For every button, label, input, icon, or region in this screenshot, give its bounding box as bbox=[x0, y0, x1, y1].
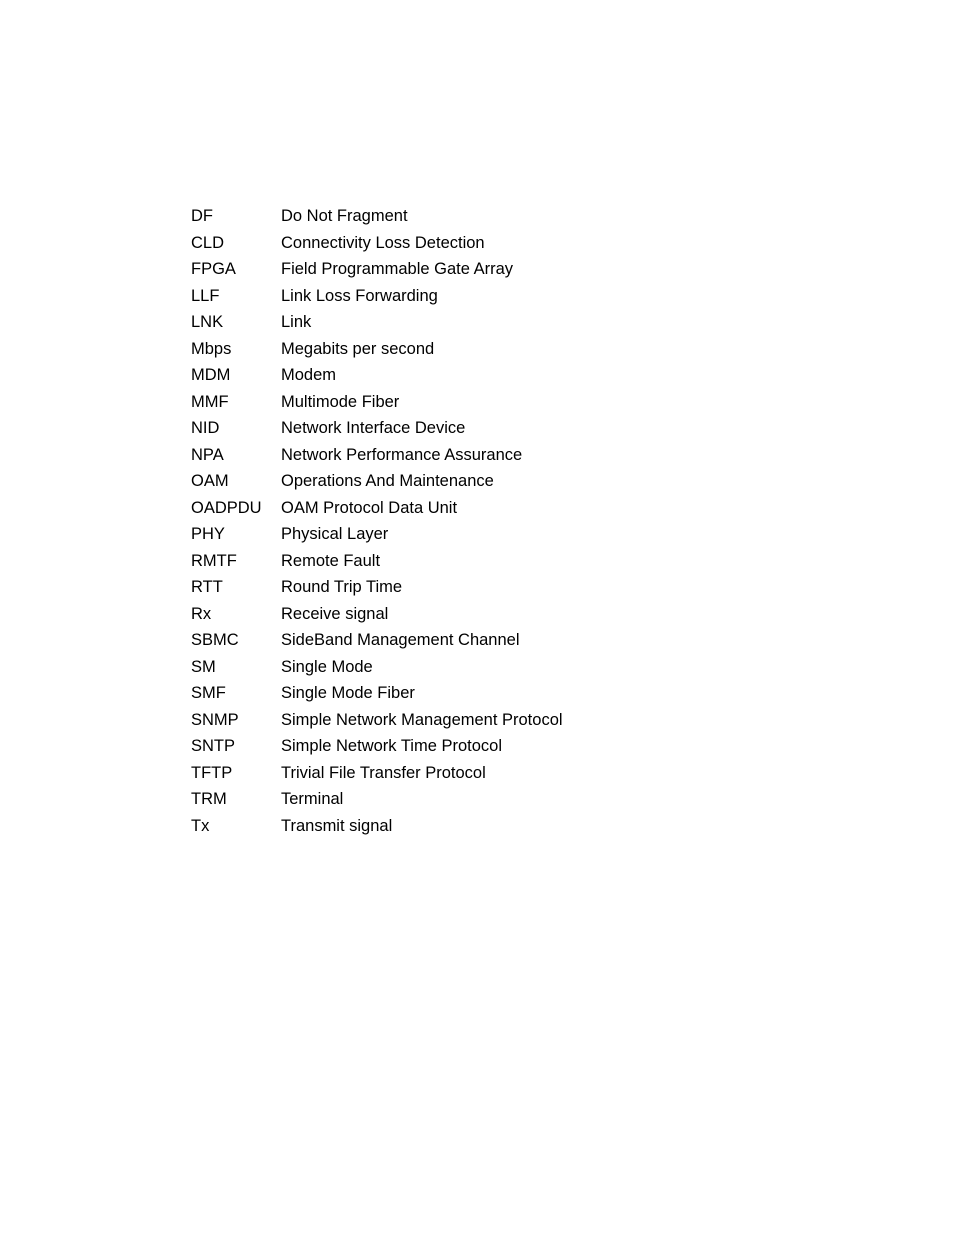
glossary-row bbox=[191, 415, 711, 442]
glossary-row bbox=[191, 760, 711, 787]
glossary-definition: Terminal bbox=[281, 790, 344, 808]
glossary-row bbox=[191, 283, 711, 310]
glossary-definition: Receive signal bbox=[281, 604, 389, 623]
glossary-definition: Remote Fault bbox=[281, 551, 381, 570]
glossary-abbreviation: TRM bbox=[191, 790, 227, 808]
glossary-abbreviation: SM bbox=[191, 657, 216, 676]
glossary-abbreviation: TFTP bbox=[191, 763, 233, 782]
glossary-definition: Simple Network Management Protocol bbox=[281, 710, 563, 729]
glossary-definition: SideBand Management Channel bbox=[281, 631, 520, 649]
glossary-definition: Round Trip Time bbox=[281, 578, 403, 596]
glossary-abbreviation: SNTP bbox=[191, 737, 236, 755]
glossary-row bbox=[191, 389, 711, 416]
glossary-definition: Network Interface Device bbox=[281, 419, 466, 437]
glossary-abbreviation: RMTF bbox=[191, 551, 237, 570]
glossary-abbreviation: NID bbox=[191, 419, 220, 437]
glossary-abbreviation: Mbps bbox=[191, 339, 232, 358]
glossary-row bbox=[191, 442, 711, 469]
glossary-row bbox=[191, 309, 711, 336]
glossary-row bbox=[191, 574, 711, 601]
glossary-row bbox=[191, 733, 711, 760]
glossary-definition: OAM Protocol Data Unit bbox=[281, 498, 458, 517]
glossary-abbreviation: MMF bbox=[191, 392, 229, 411]
glossary-definition: Transmit signal bbox=[281, 816, 393, 835]
glossary-abbreviation: LNK bbox=[191, 313, 224, 331]
glossary-definition: Field Programmable Gate Array bbox=[281, 260, 514, 278]
glossary-abbreviation: FPGA bbox=[191, 260, 236, 278]
glossary-abbreviation: RTT bbox=[191, 578, 223, 596]
glossary-abbreviation: DF bbox=[191, 207, 213, 225]
glossary-definition: Link Loss Forwarding bbox=[281, 286, 438, 305]
glossary-abbreviation: SMF bbox=[191, 684, 226, 702]
glossary-abbreviation: Rx bbox=[191, 604, 212, 623]
glossary-row bbox=[191, 230, 711, 257]
glossary-abbreviation: Tx bbox=[191, 816, 210, 835]
glossary-row bbox=[191, 680, 711, 707]
glossary-list bbox=[191, 203, 711, 839]
glossary-row bbox=[191, 336, 711, 363]
glossary-definition: Simple Network Time Protocol bbox=[281, 737, 502, 755]
glossary-row bbox=[191, 813, 711, 840]
glossary-abbreviation: OAM bbox=[191, 472, 229, 490]
glossary-row bbox=[191, 362, 711, 389]
glossary-row bbox=[191, 495, 711, 522]
glossary-definition: Do Not Fragment bbox=[281, 207, 408, 225]
glossary-row bbox=[191, 521, 711, 548]
glossary-definition: Single Mode Fiber bbox=[281, 684, 415, 702]
glossary-definition: Physical Layer bbox=[281, 525, 389, 543]
glossary-definition: Operations And Maintenance bbox=[281, 472, 494, 490]
glossary-abbreviation: SBMC bbox=[191, 631, 239, 649]
glossary-row bbox=[191, 256, 711, 283]
glossary-abbreviation: NPA bbox=[191, 445, 224, 464]
glossary-abbreviation: CLD bbox=[191, 233, 225, 252]
glossary-definition: Single Mode bbox=[281, 657, 373, 676]
glossary-row bbox=[191, 601, 711, 628]
glossary-abbreviation: PHY bbox=[191, 525, 225, 543]
glossary-definition: Megabits per second bbox=[281, 339, 435, 358]
glossary-row bbox=[191, 627, 711, 654]
glossary-definition: Modem bbox=[281, 366, 337, 384]
glossary-definition: Connectivity Loss Detection bbox=[281, 233, 485, 252]
glossary-abbreviation: OADPDU bbox=[191, 498, 262, 517]
glossary-definition: Multimode Fiber bbox=[281, 392, 400, 411]
glossary-definition: Network Performance Assurance bbox=[281, 445, 523, 464]
glossary-definition: Trivial File Transfer Protocol bbox=[281, 763, 486, 782]
glossary-row bbox=[191, 548, 711, 575]
glossary-row bbox=[191, 707, 711, 734]
glossary-abbreviation: MDM bbox=[191, 366, 231, 384]
glossary-row bbox=[191, 786, 711, 813]
glossary-row bbox=[191, 468, 711, 495]
glossary-row bbox=[191, 203, 711, 230]
glossary-row bbox=[191, 654, 711, 681]
glossary-abbreviation: LLF bbox=[191, 286, 220, 305]
glossary-abbreviation: SNMP bbox=[191, 710, 239, 729]
glossary-definition: Link bbox=[281, 313, 312, 331]
